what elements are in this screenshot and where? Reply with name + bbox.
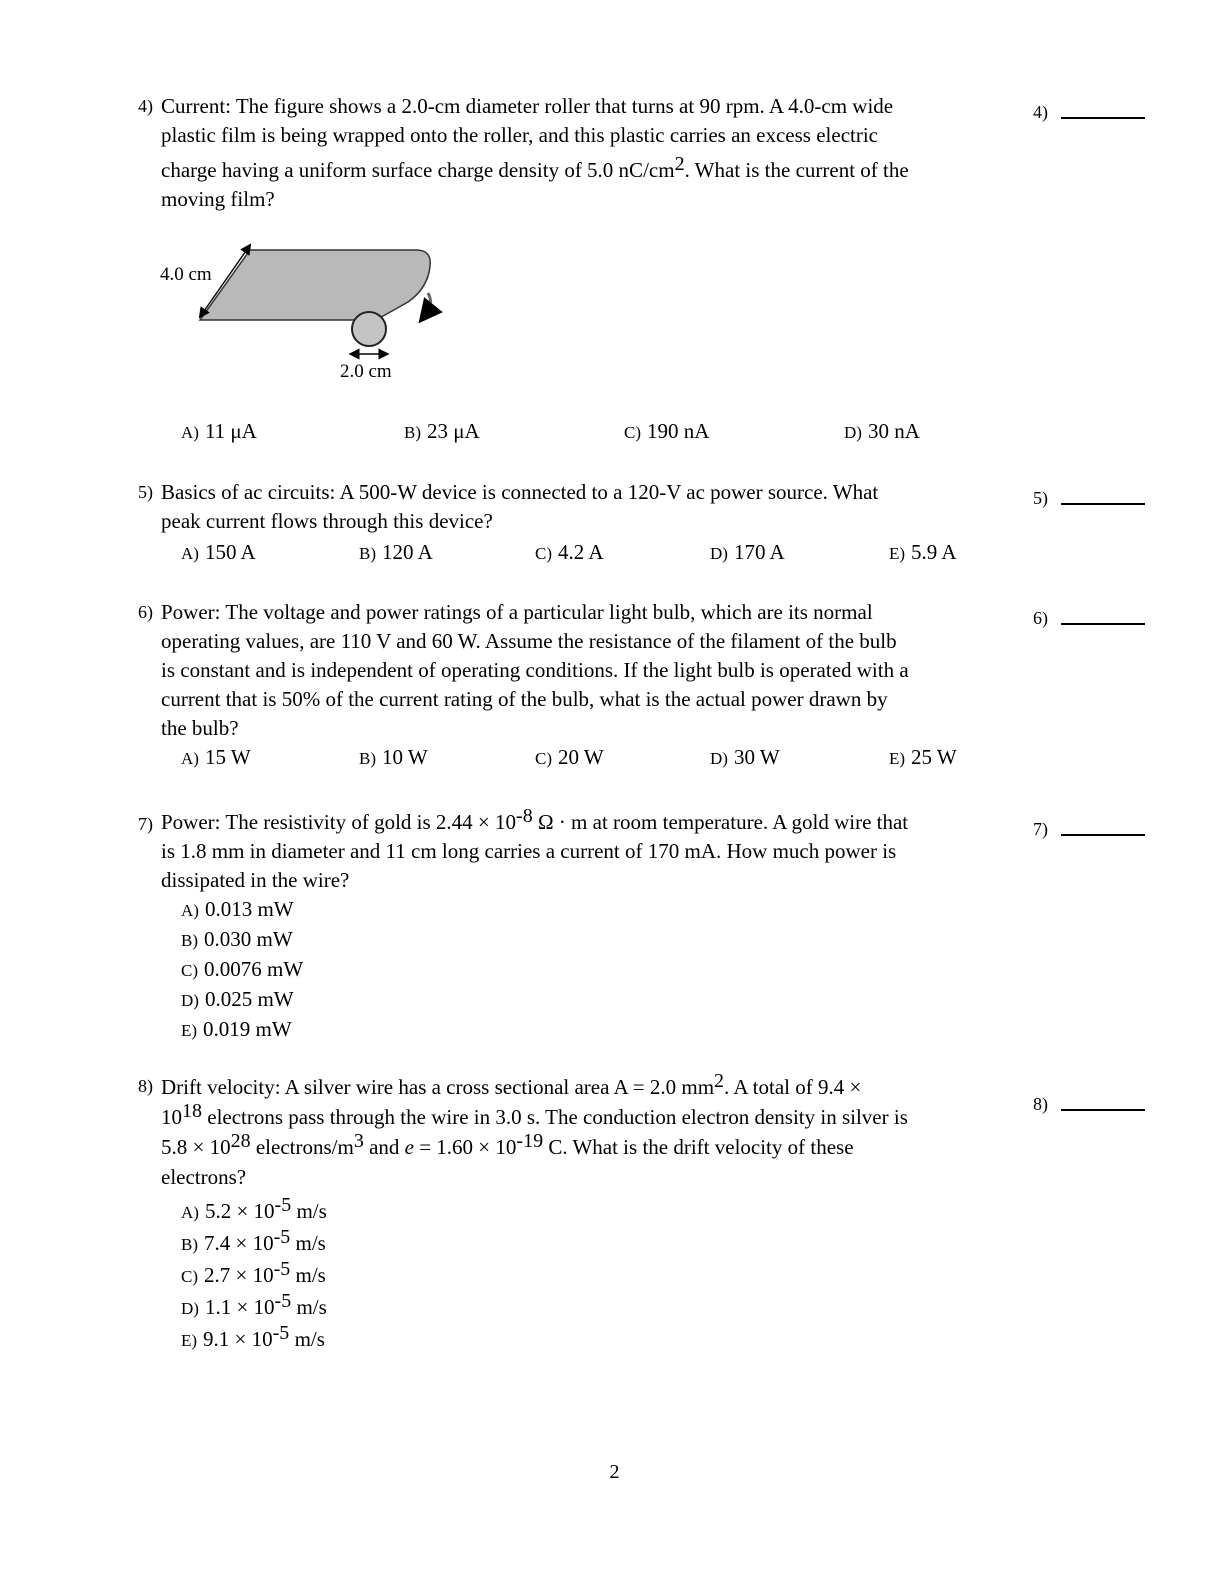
question-line-part: electrons/m [250,1135,354,1159]
question-line: 10 [161,1105,182,1129]
question-number: 5) [138,482,153,502]
width-label: 4.0 cm [160,264,212,285]
question-6 [138,598,1008,773]
question-line-tail: Ω · m at room temperature. A gold wire that [532,810,909,834]
question-line: the bulb? [161,716,239,740]
superscript: 2 [714,1070,725,1092]
answer-number: 5) [1033,488,1048,508]
option-d[interactable]: D) 170 A [710,540,785,564]
option-e[interactable]: E) 0.019 mW [181,1017,292,1041]
question-line: is constant and is independent of operating conditions. If the light bulb is operated with a [161,658,909,682]
question-line: Power: The resistivity of gold is 2.44 × 10 [161,810,517,834]
option-b[interactable]: B) 23 μA [404,419,480,443]
question-line: operating values, are 110 V and 60 W. Assume the resistance of the filament of the bulb [161,629,897,653]
option-b[interactable]: B) 120 A [359,540,433,564]
option-c[interactable]: C) 190 nA [624,419,710,443]
answer-number: 7) [1033,819,1048,839]
roller-figure [150,238,450,388]
superscript: 2 [674,153,685,175]
plastic-film [200,250,430,320]
question-line: moving film? [161,187,275,211]
question-line: Basics of ac circuits: A 500-W device is connected to a 120-V ac power source. What [161,480,879,504]
option-e[interactable]: E) 25 W [889,745,957,769]
option-a[interactable]: A) 11 μA [181,419,257,443]
question-line: peak current flows through this device? [161,509,493,533]
superscript: -8 [516,805,533,827]
answer-line [1061,503,1145,505]
option-d[interactable]: D) 30 nA [844,419,920,443]
question-line: Current: The figure shows a 2.0-cm diameter roller that turns at 90 rpm. A 4.0-cm wide [161,94,894,118]
question-5 [138,478,1008,568]
charge-symbol: e [404,1135,414,1159]
question-line: dissipated in the wire? [161,868,350,892]
option-a[interactable]: A) 150 A [181,540,256,564]
question-line: is 1.8 mm in diameter and 11 cm long carries a current of 170 mA. How much power is [161,839,897,863]
question-number: 7) [138,814,153,834]
question-line-tail: . What is the current of the [684,158,909,182]
option-c[interactable]: C) 20 W [535,745,604,769]
options-list [181,895,1008,1045]
question-7 [138,805,1008,1045]
question-line-part: = 1.60 × 10 [413,1135,517,1159]
question-line-tail: electrons pass through the wire in 3.0 s. The conduction electron density in silver is [202,1105,908,1129]
option-d[interactable]: D) $1.1 \times 10^{-5}$ m/s [181,1290,327,1319]
answer-number: 8) [1033,1094,1048,1114]
superscript: -19 [516,1130,544,1152]
question-8 [138,1072,1008,1356]
question-line: 5.8 × 10 [161,1135,231,1159]
question-text [161,598,1008,743]
answer-number: 6) [1033,608,1048,628]
option-b[interactable]: B) $7.4 \times 10^{-5}$ m/s [181,1226,326,1255]
option-c[interactable]: C) 0.0076 mW [181,957,304,981]
option-c[interactable]: C) $2.7 \times 10^{-5}$ m/s [181,1258,326,1287]
superscript: 3 [353,1130,364,1152]
question-text [161,1072,1008,1192]
option-d[interactable]: D) 30 W [710,745,780,769]
question-line: Power: The voltage and power ratings of a particular light bulb, which are its normal [161,600,873,624]
question-line: electrons? [161,1165,247,1189]
option-b[interactable]: B) 10 W [359,745,428,769]
option-c[interactable]: C) 4.2 A [535,540,604,564]
question-line-tail: . A total of 9.4 × [724,1075,862,1099]
question-line: charge having a uniform surface charge density of 5.0 nC/cm [161,158,675,182]
options-row [181,417,981,447]
answer-line [1061,117,1145,119]
answer-number: 4) [1033,102,1048,122]
option-b[interactable]: B) 0.030 mW [181,927,293,951]
question-number: 4) [138,96,153,116]
question-line-tail: C. What is the drift velocity of these [543,1135,854,1159]
question-line: current that is 50% of the current rating of the bulb, what is the actual power drawn by [161,687,888,711]
answer-line [1061,1109,1145,1111]
option-a[interactable]: A) $5.2 \times 10^{-5}$ m/s [181,1194,327,1223]
superscript: 18 [182,1100,202,1122]
question-line: plastic film is being wrapped onto the roller, and this plastic carries an excess electric [161,123,878,147]
roller [352,312,386,346]
option-a[interactable]: A) 15 W [181,745,251,769]
question-text [161,92,1008,214]
question-line: Drift velocity: A silver wire has a cross sectional area A = 2.0 mm [161,1075,715,1099]
question-number: 8) [138,1076,153,1096]
answer-line [1061,834,1145,836]
question-line-part: and [363,1135,405,1159]
page-number: 2 [609,1461,620,1483]
options-row [181,743,1008,773]
option-d[interactable]: D) 0.025 mW [181,987,294,1011]
option-e[interactable]: E) $9.1 \times 10^{-5}$ m/s [181,1322,325,1351]
option-e[interactable]: E) 5.9 A [889,540,957,564]
answer-line [1061,623,1145,625]
question-number: 6) [138,602,153,622]
options-row [181,538,1008,568]
superscript: 28 [230,1130,251,1152]
question-text [161,805,1008,895]
question-text [161,478,1008,536]
options-list [181,1196,1008,1356]
diameter-label: 2.0 cm [340,361,392,382]
option-a[interactable]: A) 0.013 mW [181,897,294,921]
roller-diagram [150,238,450,388]
rotation-arrow [426,293,431,314]
question-4 [138,92,1008,214]
